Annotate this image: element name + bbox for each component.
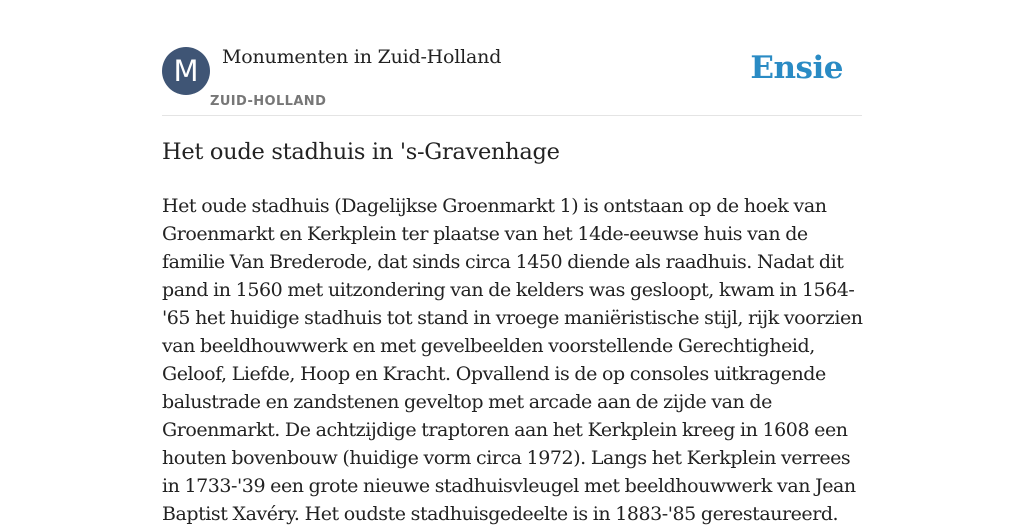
avatar[interactable]: M [162, 47, 210, 95]
category-link[interactable]: ZUID-HOLLAND [210, 94, 327, 109]
article-title: Het oude stadhuis in 's-Gravenhage [162, 139, 560, 165]
site-title-link[interactable]: Monumenten in Zuid-Holland [222, 46, 502, 68]
site-header [162, 44, 862, 116]
article-body: Het oude stadhuis (Dagelijkse Groenmarkt 1) is ontstaan op de hoek van Groenmarkt en Kerkplein ter plaatse van het 14de-eeuwse huis van de familie Van Brederode, dat sinds circa 1450 diende als raadhuis. Nadat dit pand in 1560 met uitzondering van de kelders was gesloopt, kwam in 1564-'65 het huidige stadhuis tot stand in vroege maniëristische stijl, rijk voorzien van beeldhouwwerk en met gevelbeelden voorstellende Gerechtigheid, Geloof, Liefde, Hoop en Kracht. Opvallend is de op consoles uitkragende balustrade en zandstenen geveltop met arcade aan de zijde van de Groenmarkt. De achtzijdige traptoren aan het Kerkplein kreeg in 1608 een houten bovenbouw (huidige vorm circa 1972). Langs het Kerkplein verrees in 1733-'39 een grote nieuwe stadhuisvleugel met beeldhouwwerk van Jean Baptist Xavéry. Het oudste stadhuisgedeelte is in 1883-'85 gerestaureerd. [162, 195, 863, 525]
ensie-logo[interactable]: Ensie [750, 50, 843, 86]
